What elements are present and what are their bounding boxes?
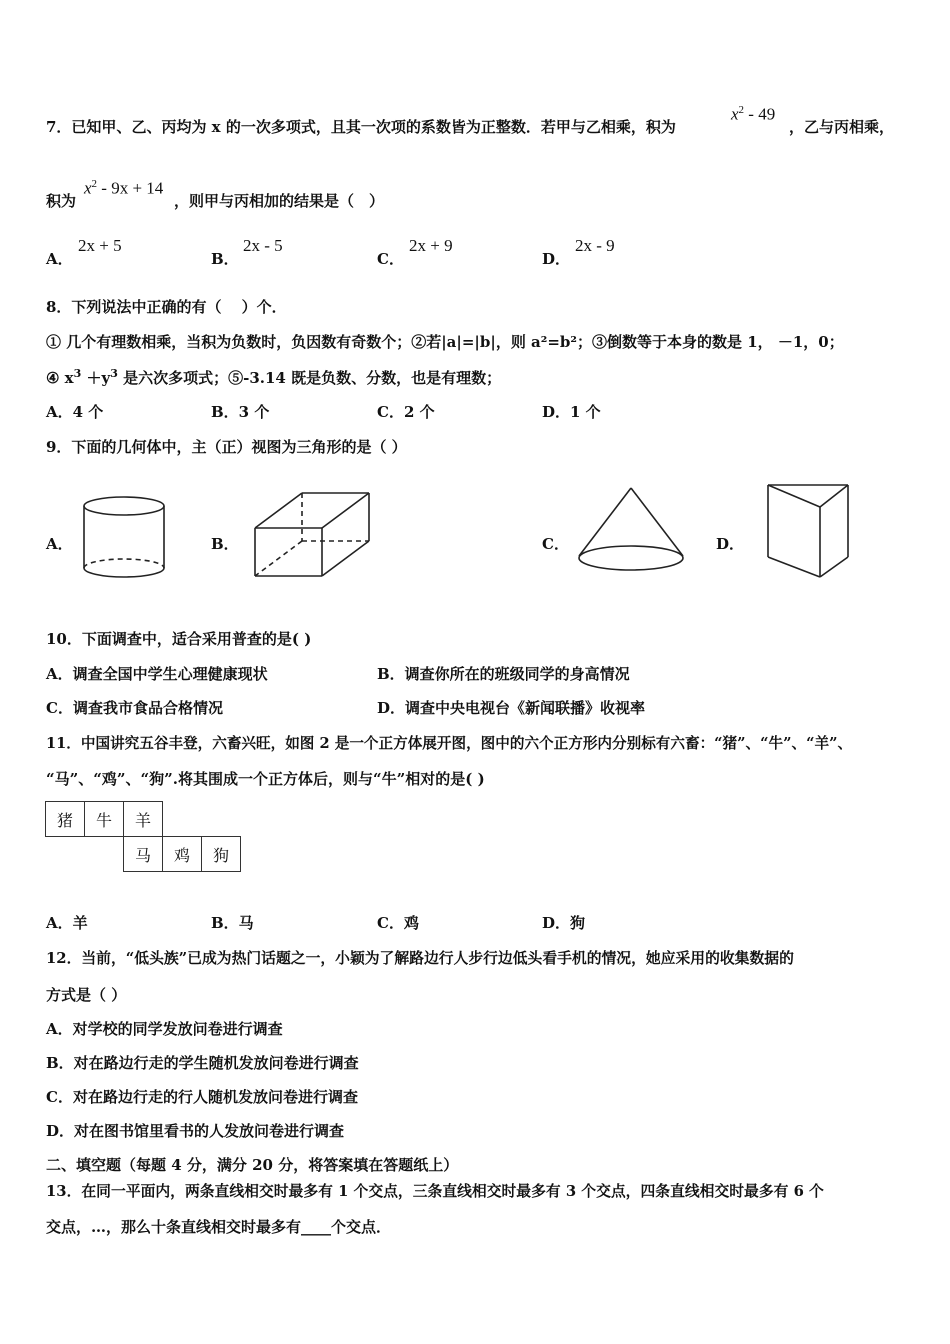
net-cell-pig: 猪: [46, 802, 85, 837]
q11-option-b: B．马: [211, 914, 254, 932]
prism-edge: [768, 485, 820, 507]
q7-expr1-exp: 2: [738, 104, 745, 116]
q7-expr2-exp: 2: [91, 178, 98, 190]
net-cell-horse: 马: [124, 837, 163, 872]
cylinder-figure: [76, 490, 172, 582]
q12-option-d: D．对在图书馆里看书的人发放问卷进行调查: [46, 1122, 345, 1140]
q8-line2-b: ＋y: [81, 369, 111, 387]
q12-option-c: C．对在路边行走的行人随机发放问卷进行调查: [46, 1088, 358, 1106]
q7-option-b-label: B．: [211, 250, 239, 268]
q9-option-d: D．: [716, 535, 745, 553]
q7-line1: [46, 116, 676, 137]
q13-answer-blank[interactable]: ____: [301, 1218, 332, 1236]
q7-option-d-label: D．: [542, 250, 571, 268]
q7-option-b-expr: 2x - 5: [243, 236, 283, 255]
q7-expr2: [84, 178, 163, 199]
prism-edge: [768, 557, 820, 577]
q7-option-a-label: A．: [46, 250, 73, 268]
prism-figure: [764, 481, 852, 581]
q8-line2-sup1: 3: [73, 367, 82, 380]
q10-option-d: D．调查中央电视台《新闻联播》收视率: [377, 699, 646, 717]
cube-net: [45, 801, 241, 872]
net-cell-dog: 狗: [202, 837, 241, 872]
cone-figure: [575, 484, 687, 576]
q11-option-a: A．羊: [46, 914, 88, 932]
q7-option-d-expr: 2x - 9: [575, 236, 615, 255]
q13-line2: [46, 1216, 391, 1237]
cylinder-bottom-front: [84, 568, 164, 577]
cone-base: [579, 546, 683, 570]
q7-line1-tail: ，乙与丙相乘，: [789, 118, 895, 136]
q7-expr2-rest: - 9x + 14: [97, 178, 164, 198]
q8-option-d: D．1 个: [542, 403, 601, 421]
q11-option-d: D．狗: [542, 914, 586, 932]
net-cell-empty: [202, 802, 241, 837]
q7-line2-tail: ，则甲与丙相加的结果是（ ）: [174, 192, 385, 210]
q10-option-b: B．调查你所在的班级同学的身高情况: [377, 665, 630, 683]
net-cell-empty: [163, 802, 202, 837]
q11-option-c: C．鸡: [377, 914, 419, 932]
cuboid-hidden-edge: [255, 541, 302, 576]
net-cell-chicken: 鸡: [163, 837, 202, 872]
cube-net-row-top: [46, 802, 241, 837]
q8-option-a: A．4 个: [46, 403, 104, 421]
q10-stem: 10．下面调查中，适合采用普查的是( ): [46, 630, 312, 648]
q8-stem: 8．下列说法中正确的有（ ）个．: [46, 298, 287, 316]
q8-line2-c: 是六次多项式；⑤-3.14 既是负数、分数，也是有理数；: [117, 369, 502, 387]
q8-line2: [46, 367, 501, 388]
q9-option-a: A．: [46, 535, 73, 553]
q7-line2-head: 积为: [46, 192, 77, 210]
q8-option-c: C．2 个: [377, 403, 435, 421]
q12-line2: 方式是（ ）: [46, 986, 127, 1004]
section-heading-fill-in: 二、填空题（每题 4 分，满分 20 分，将答案填在答题纸上）: [46, 1156, 459, 1174]
q8-option-b: B．3 个: [211, 403, 270, 421]
cuboid-figure: [250, 488, 376, 580]
q13-line2-a: 交点，…，那么十条直线相交时最多有: [46, 1218, 302, 1236]
q7-expr2-base: x: [84, 178, 92, 198]
q7-line1-text: 7．已知甲、乙、丙均为 x 的一次多项式，且其一次项的系数皆为正整数．若甲与乙相乘，积为: [46, 118, 676, 136]
q7-option-c-expr: 2x + 9: [409, 236, 453, 255]
q12-option-b: B．对在路边行走的学生随机发放问卷进行调查: [46, 1054, 359, 1072]
cuboid-edge: [322, 493, 369, 528]
q10-option-a: A．调查全国中学生心理健康现状: [46, 665, 268, 683]
q9-option-b: B．: [211, 535, 239, 553]
net-cell-sheep: 羊: [124, 802, 163, 837]
cuboid-edge: [322, 541, 369, 576]
cuboid-edge: [255, 493, 302, 528]
net-cell-empty: [85, 837, 124, 872]
q11-line1: 11．中国讲究五谷丰登，六畜兴旺，如图 2 是一个正方体展开图，图中的六个正方形内分别标有六畜：“猪”、“牛”、“羊”、: [46, 735, 853, 752]
cube-net-row-bottom: [46, 837, 241, 872]
q9-option-c: C．: [542, 535, 569, 553]
q13-line1: 13．在同一平面内，两条直线相交时最多有 1 个交点，三条直线相交时最多有 3 个交点，四条直线相交时最多有 6 个: [46, 1183, 824, 1200]
net-cell-empty: [46, 837, 85, 872]
prism-edge: [820, 557, 848, 577]
q8-line1: ① 几个有理数相乘，当积为负数时，负因数有奇数个；②若|a|=|b|，则 a²=b²；③倒数等于本身的数是 1， －1，0；: [46, 333, 844, 351]
q13-line2-b: 个交点．: [331, 1218, 392, 1236]
q10-option-c: C．调查我市食品合格情况: [46, 699, 223, 717]
q8-line2-sup2: 3: [110, 367, 118, 380]
q8-line2-a: ④ x: [46, 369, 74, 387]
q7-expr1-rest: - 49: [744, 104, 776, 124]
q12-option-a: A．对学校的同学发放问卷进行调查: [46, 1020, 283, 1038]
cylinder-bottom-back: [84, 559, 164, 568]
net-cell-ox: 牛: [85, 802, 124, 837]
q9-stem: 9．下面的几何体中，主（正）视图为三角形的是（ ）: [46, 438, 407, 456]
q7-expr1: [731, 104, 775, 125]
q12-line1: 12．当前，“低头族”已成为热门话题之一，小颖为了解路边行人步行边低头看手机的情况，她应采用的收集数据的: [46, 950, 794, 967]
q7-expr1-base: x: [731, 104, 739, 124]
q7-option-c-label: C．: [377, 250, 404, 268]
q7-option-a-expr: 2x + 5: [78, 236, 122, 255]
cylinder-top: [84, 497, 164, 515]
prism-edge: [820, 485, 848, 507]
q11-line2: “马”、“鸡”、“狗”.将其围成一个正方体后，则与“牛”相对的是( ): [46, 770, 485, 788]
